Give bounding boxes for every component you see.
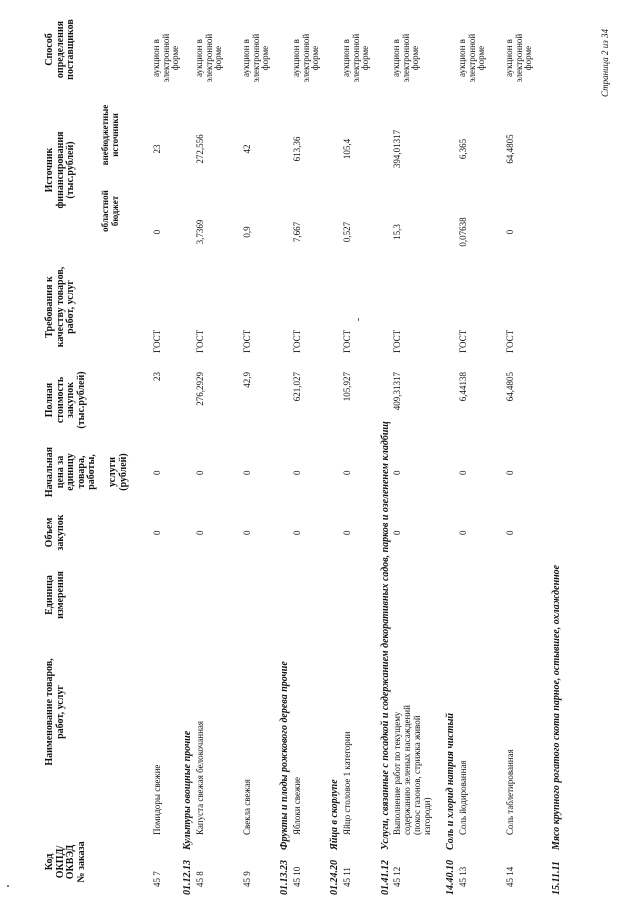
section-code: 01.24.20 [329, 860, 340, 895]
item-requirements: ГОСТ [505, 329, 515, 353]
item-total: 105,927 [342, 372, 352, 402]
item-name: Яйцо столовое 1 категории [342, 731, 352, 835]
item-offbudget: 64,4805 [505, 134, 515, 164]
item-volume: 0 [342, 530, 352, 535]
item-regional: 0,527 [342, 221, 352, 243]
item-method: аукцион в электронной форме [194, 33, 224, 83]
item-requirements: ГОСТ [195, 329, 205, 353]
order-code: 45 11 [342, 867, 352, 887]
section-code: 15.11.11 [551, 861, 562, 895]
item-requirements: ГОСТ [292, 329, 302, 353]
header-total: Полная стоимость закупок (тыс.рублей) [44, 371, 87, 429]
header-name: Наименование товаров, работ, услуг [44, 658, 66, 766]
item-name: Помидоры свежие [152, 764, 162, 835]
order-code: 45 7 [152, 871, 162, 887]
item-method: аукцион в электронной форме [341, 33, 371, 83]
item-name: Капуста свежая белокочанная [195, 720, 205, 835]
item-volume: 0 [458, 530, 468, 535]
item-volume: 0 [505, 530, 515, 535]
item-name: Свекла свежая [242, 779, 252, 835]
item-volume: 0 [292, 530, 302, 535]
header-code: Код ОКПД/ ОКВЭД № заказа [44, 841, 87, 883]
header-price: Начальная цена за единицу товара, работы, услуги (рублей) [44, 446, 129, 498]
item-total: 23 [152, 372, 162, 381]
section-code: 01.41.12 [380, 860, 391, 895]
header-source-regional: областной бюджет [100, 190, 120, 232]
item-requirements: ГОСТ [152, 329, 162, 353]
item-offbudget: 613,36 [292, 136, 302, 162]
order-code: 45 12 [392, 866, 402, 887]
section-title: Соль и хлорид натрия чистый [445, 713, 456, 850]
item-offbudget: 6,365 [458, 138, 468, 160]
item-volume: 0 [195, 530, 205, 535]
item-price: 0 [242, 470, 252, 475]
item-total: 621,027 [292, 372, 302, 402]
order-code: 45 9 [242, 871, 252, 887]
item-regional: 7,667 [292, 221, 302, 243]
item-method: аукцион в электронной форме [151, 33, 181, 83]
header-volume: Объем закупок [44, 514, 66, 551]
item-regional: 15,3 [392, 224, 402, 240]
item-name: Яблоки свежие [292, 776, 302, 835]
item-requirements: ГОСТ [392, 329, 402, 353]
item-total: 409,31317 [392, 372, 402, 411]
item-price: 0 [392, 470, 402, 475]
section-title: Яйца в скорлупе [329, 779, 340, 850]
item-method: аукцион в электронной форме [241, 33, 271, 83]
order-code: 45 13 [458, 866, 468, 887]
header-unit: Единица измерения [44, 571, 66, 619]
item-total: 64,4805 [505, 372, 515, 402]
item-offbudget: 394,01317 [392, 129, 402, 169]
section-title: Услуги, связанные с посадкой и содержанием декоративных садов, парков и озелененем кладбищ [380, 421, 391, 850]
item-method: аукцион в электронной форме [457, 33, 487, 83]
order-code: 45 8 [195, 871, 205, 887]
header-requirements: Требования к качеству товаров, работ, услуг [44, 266, 76, 348]
item-volume: 0 [242, 530, 252, 535]
item-price: 0 [152, 470, 162, 475]
item-requirements: ГОСТ [242, 329, 252, 353]
item-total: 42,9 [242, 372, 252, 388]
item-volume: 0 [392, 530, 402, 535]
section-title: Мясо крупного рогатого скота парное, остывшее, охлажденное [551, 564, 562, 850]
item-name: Соль йодированная [458, 760, 468, 835]
item-price: 0 [342, 470, 352, 475]
item-price: 0 [458, 470, 468, 475]
item-regional: 0,07638 [458, 217, 468, 247]
item-total: 6,44138 [458, 372, 468, 402]
item-price: 0 [505, 470, 515, 475]
order-code: 45 10 [292, 866, 302, 887]
item-requirements: ГОСТ [342, 329, 352, 353]
item-name: Соль таблетированная [505, 749, 515, 835]
header-method: Способ определения поставщиков [44, 19, 76, 80]
section-code: 14.40.10 [445, 860, 456, 895]
item-price: 0 [195, 470, 205, 475]
item-method: аукцион в электронной форме [504, 33, 534, 83]
section-title: Фрукты и плоды рожкового дерева прочие [279, 661, 290, 850]
scan-speck [7, 885, 9, 887]
item-offbudget: 23 [152, 144, 162, 154]
item-volume: 0 [152, 530, 162, 535]
item-requirements: ГОСТ [458, 329, 468, 353]
section-title: Культуры овощные прочие [182, 730, 193, 850]
item-name: Выполнение работ по текущему содержанию зеленых насаждений (покос газонов, стрижка живой изгороди) [392, 705, 432, 835]
item-regional: 0,9 [242, 226, 252, 238]
order-code: 45 14 [505, 866, 515, 887]
item-regional: 0 [505, 229, 515, 235]
header-source-offbudget: внебюджетные источники [100, 104, 120, 166]
item-method: аукцион в электронной форме [391, 33, 421, 83]
item-method: аукцион в электронной форме [291, 33, 321, 83]
item-offbudget: 42 [242, 144, 252, 154]
header-source: Источник финансирования (тыс.рублей) [44, 131, 76, 209]
item-price: 0 [292, 470, 302, 475]
item-total: 276,2929 [195, 372, 205, 406]
item-offbudget: 105,4 [342, 138, 352, 160]
scan-speck [358, 318, 359, 321]
section-code: 01.13.23 [279, 860, 290, 895]
page-number: Страница 2 из 34 [600, 29, 610, 97]
section-code: 01.12.13 [182, 860, 193, 895]
item-offbudget: 272,556 [195, 134, 205, 164]
item-regional: 0 [152, 229, 162, 235]
item-regional: 3,7369 [195, 219, 205, 245]
